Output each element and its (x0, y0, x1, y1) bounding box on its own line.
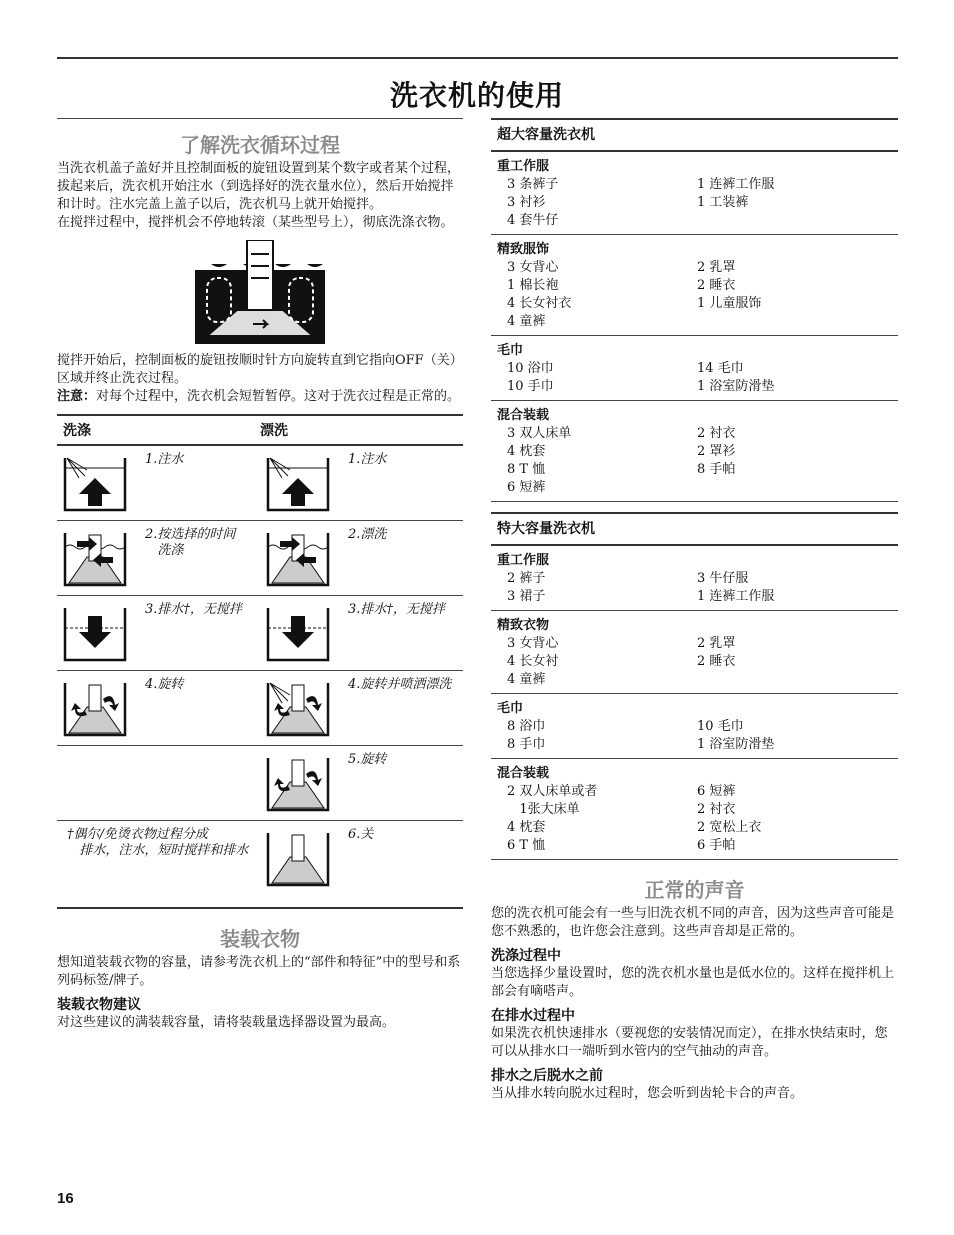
load-item: 3 女背心 (507, 636, 559, 651)
cycle-note (57, 388, 463, 406)
load-item: 2 衬衣 (697, 426, 736, 441)
extra-capacity-loads (491, 546, 898, 860)
rinse-step-label: 1.注水 (348, 452, 387, 467)
load-item: 10 毛巾 (697, 719, 744, 734)
load-item: 1 连裤工作服 (697, 589, 775, 604)
drain-icon (266, 602, 330, 662)
fill-icon (63, 452, 127, 512)
load-item: 6 手帕 (697, 838, 736, 853)
load-column-right (687, 783, 877, 855)
rinse-step-cell (260, 746, 463, 820)
rinse-step-label: 5.旋转 (348, 752, 387, 767)
load-item: 1 工装裤 (697, 195, 749, 210)
load-item: 6 短裤 (507, 480, 546, 495)
load-block (491, 546, 898, 611)
loading-tips-heading: 装载衣物建议 (57, 997, 141, 1013)
cycle-intro-1: 当洗衣机盖子盖好并且控制面板的旋钮设置到某个数字或者某个过程，拔起来后，洗衣机开始注水（到选择好的洗衣量水位），然后开始搅拌和计时。注水完盖上盖子以后，洗衣机马上就开始搅拌。 (57, 161, 461, 212)
load-title: 重工作服 (497, 159, 550, 174)
load-item: 4 长女衬 (507, 654, 559, 669)
load-item: 1 浴室防滑垫 (697, 379, 775, 394)
spin-icon (63, 677, 127, 737)
load-column-right (687, 360, 877, 396)
rinse-step-label: 4.旋转并喷洒漂洗 (348, 677, 452, 692)
rinse-column-header: 漂洗 (260, 423, 288, 439)
load-item: 8 浴巾 (507, 719, 546, 734)
load-item: 6 短裤 (697, 784, 736, 799)
load-block (491, 152, 898, 235)
spray-rinse-icon (266, 677, 330, 737)
load-item: 4 童裤 (507, 672, 546, 687)
load-item: 4 枕套 (507, 820, 546, 835)
load-column-right (687, 635, 877, 689)
load-item: 1 浴室防滑垫 (697, 737, 775, 752)
cycle-row (57, 596, 463, 671)
load-item: 4 枕套 (507, 444, 546, 459)
loading-heading: 装载衣物 (220, 927, 300, 951)
sound-item-text: 如果洗衣机快速排水（要视您的安装情况而定），在排水快结束时，您可以从排水口一端听到水管内的空气抽动的声音。 (491, 1026, 888, 1059)
cycle-row (57, 521, 463, 596)
spin-icon (266, 752, 330, 812)
load-title: 精致服饰 (497, 242, 550, 257)
wash-step-cell (57, 521, 260, 595)
load-column-right (687, 425, 877, 497)
load-column-right (687, 570, 877, 606)
wash-step-label: 3.排水†，无搅拌 (145, 602, 242, 617)
cycle-row (57, 821, 463, 909)
divider (57, 118, 463, 119)
rinse-step-label: 2.漂洗 (348, 527, 387, 542)
super-capacity-title: 超大容量洗衣机 (491, 120, 898, 152)
load-block (491, 759, 898, 860)
top-rule (57, 57, 898, 59)
load-item: 3 条裤子 (507, 177, 559, 192)
load-item: 4 童裤 (507, 314, 546, 329)
load-item: 10 手巾 (507, 379, 554, 394)
load-item: 8 手帕 (697, 462, 736, 477)
sound-item-title: 排水之后脱水之前 (491, 1068, 603, 1084)
off-icon (266, 827, 330, 887)
load-title: 毛巾 (497, 701, 524, 716)
wash-step-cell (57, 596, 260, 670)
rinse-step-cell (260, 821, 463, 907)
load-block (491, 401, 898, 502)
load-item: 3 女背心 (507, 260, 559, 275)
cycle-heading: 了解洗衣循环过程 (180, 133, 340, 157)
load-title: 重工作服 (497, 553, 550, 568)
load-item: 3 双人床单 (507, 426, 572, 441)
wash-column-header: 洗涤 (63, 423, 91, 439)
load-column-left (497, 718, 687, 754)
load-item: 8 手巾 (507, 737, 546, 752)
load-item: 1 连裤工作服 (697, 177, 775, 192)
load-item: 2 宽松上衣 (697, 820, 762, 835)
load-item: 2 乳罩 (697, 636, 736, 651)
sound-item-title: 洗涤过程中 (491, 948, 561, 964)
wash-step-label: 4.旋转 (145, 677, 184, 692)
load-item: 1 棉长袍 (507, 278, 559, 293)
load-column-left (497, 635, 687, 689)
load-block (491, 336, 898, 401)
sound-item-text: 当您选择少量设置时，您的洗衣机水量也是低水位的。这样在搅拌机上部会有嘀嗒声。 (491, 966, 895, 999)
loading-tips-text: 对这些建议的满装载容量，请将装载量选择器设置为最高。 (57, 1015, 396, 1030)
load-item: 10 浴巾 (507, 361, 554, 376)
load-column-left (497, 360, 687, 396)
left-column (57, 118, 463, 1032)
load-title: 混合装载 (497, 408, 550, 423)
wash-step-label: 1.注水 (145, 452, 184, 467)
load-item: 8 T 恤 (507, 462, 546, 477)
load-title: 混合装载 (497, 766, 550, 781)
cycle-table-header (57, 414, 463, 446)
wash-step-cell (57, 446, 260, 520)
load-item: 6 T 恤 (507, 838, 546, 853)
note-text: 对每个过程中，洗衣机会短暂暂停。这对于洗衣过程是正常的。 (96, 389, 461, 404)
sound-item-title: 在排水过程中 (491, 1008, 575, 1024)
sounds-intro: 您的洗衣机可能会有一些与旧洗衣机不同的声音，因为这些声音可能是您不熟悉的，也许您会注意到。这些声音却是正常的。 (491, 906, 895, 939)
cycle-intro-2: 在搅拌过程中，搅拌机会不停地转滚（某些型号上），彻底洗涤衣物。 (57, 215, 454, 230)
load-column-right (687, 718, 877, 754)
rinse-step-cell (260, 521, 463, 595)
load-item: 1 儿童服饰 (697, 296, 762, 311)
load-column-left (497, 176, 687, 230)
super-capacity-loads (491, 152, 898, 502)
rinse-step-label: 3.排水†，无搅拌 (348, 602, 445, 617)
load-item: 3 裙子 (507, 589, 546, 604)
cycle-footnote: †偶尔/免烫衣物过程分成 排水，注水，短时搅拌和排水 (67, 827, 249, 858)
load-column-left (497, 425, 687, 497)
load-item: 2 睡衣 (697, 278, 736, 293)
cycle-after-text: 搅拌开始后，控制面板的旋钮按顺时针方向旋转直到它指向OFF（关）区域并终止洗衣过程。 (57, 353, 463, 386)
load-item: 2 乳罩 (697, 260, 736, 275)
wash-step-label: 2.按选择的时间 洗涤 (145, 527, 236, 558)
load-column-right (687, 259, 877, 331)
sound-item-text: 当从排水转向脱水过程时，您会听到齿轮卡合的声音。 (491, 1086, 804, 1101)
sounds-heading: 正常的声音 (644, 878, 745, 902)
load-column-left (497, 259, 687, 331)
page-title: 洗衣机的使用 (389, 79, 564, 112)
load-item: 4 长女衬衣 (507, 296, 572, 311)
load-item: 4 套牛仔 (507, 213, 559, 228)
load-title: 毛巾 (497, 343, 524, 358)
page-number: 16 (57, 1190, 74, 1207)
load-item: 3 衬衫 (507, 195, 546, 210)
load-item: 2 裤子 (507, 571, 546, 586)
rinse-step-cell (260, 671, 463, 745)
load-title: 精致衣物 (497, 618, 550, 633)
note-label: 注意： (57, 389, 97, 404)
load-block (491, 235, 898, 336)
agitate-icon (63, 527, 127, 587)
load-block (491, 694, 898, 759)
load-item: 2 衬衣 (697, 802, 736, 817)
agitator-illustration (195, 240, 325, 344)
load-column-right (687, 176, 877, 230)
empty-cell (57, 746, 260, 820)
cycle-row (57, 746, 463, 821)
cycle-row (57, 446, 463, 521)
agitate-icon (266, 527, 330, 587)
wash-step-cell (57, 671, 260, 745)
load-item: 14 毛巾 (697, 361, 744, 376)
load-item: 1张大床单 (507, 802, 580, 817)
extra-capacity-title: 特大容量洗衣机 (491, 514, 898, 546)
load-item: 2 睡衣 (697, 654, 736, 669)
drain-icon (63, 602, 127, 662)
load-item: 2 双人床单或者 (507, 784, 598, 799)
right-column (491, 118, 898, 1103)
load-item: 2 罩衫 (697, 444, 736, 459)
cycle-row (57, 671, 463, 746)
loading-text: 想知道装载衣物的容量，请参考洗衣机上的“部件和特征”中的型号和系列码标签/牌子。 (57, 955, 461, 988)
load-column-left (497, 570, 687, 606)
load-block (491, 611, 898, 694)
load-column-left (497, 783, 687, 855)
fill-icon (266, 452, 330, 512)
rinse-step-cell (260, 446, 463, 520)
load-item: 3 牛仔服 (697, 571, 749, 586)
rinse-step-cell (260, 596, 463, 670)
rinse-step-label: 6.关 (348, 827, 374, 842)
